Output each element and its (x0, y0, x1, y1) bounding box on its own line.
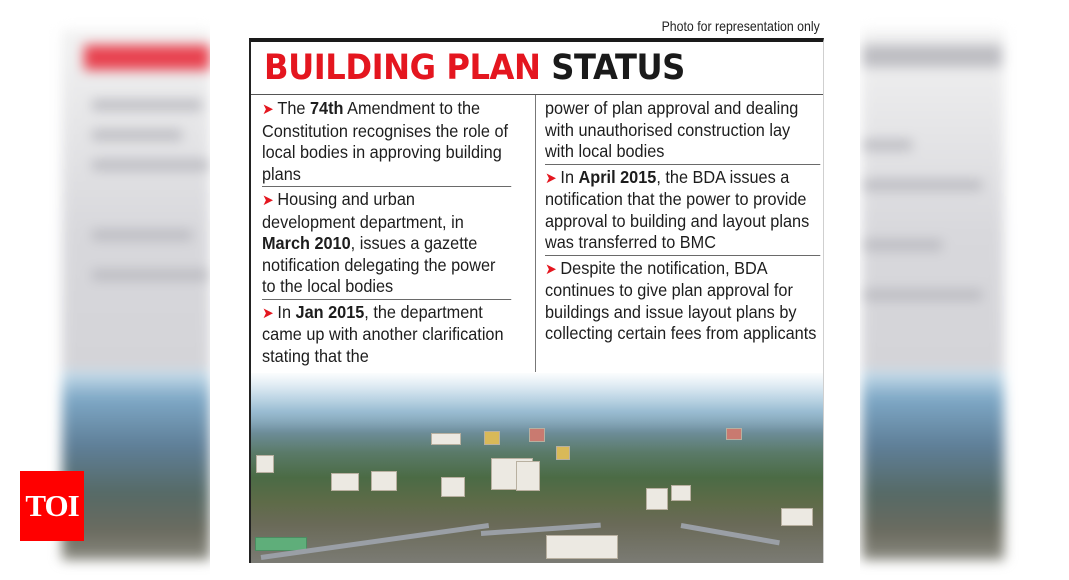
city-aerial-photo (251, 373, 823, 563)
item-text: In (560, 166, 579, 187)
blurred-background-right (862, 30, 1004, 562)
left-column (262, 98, 511, 370)
item-text: In (277, 301, 296, 322)
toi-logo: TOI (20, 471, 84, 541)
right-column (545, 98, 820, 348)
item-text: Housing and urban development department, in (262, 189, 464, 232)
item-text: power of plan approval and dealing with unauthorised construction lay with local bodies (545, 98, 799, 161)
item-text: , issues a gazette notification delegating the power to the local bodies (262, 233, 496, 296)
item-bold-text: 74th (309, 98, 344, 118)
red-arrow-bullet-icon: ➤ (262, 304, 274, 322)
title-red-part: BUILDING PLAN (264, 48, 541, 88)
photo-credit: Photo for representation only (661, 18, 820, 34)
list-item-continuation (545, 98, 820, 165)
red-arrow-bullet-icon: ➤ (262, 101, 274, 118)
title-divider (251, 94, 823, 95)
item-bold-text: March 2010 (262, 233, 351, 253)
item-bold-text: April 2015 (578, 166, 657, 187)
item-text: , the department came up with another clarification stating that the (262, 301, 504, 366)
title-black-part: STATUS (551, 48, 685, 88)
infographic-title (264, 46, 685, 90)
item-text: Despite the notification, BDA continues to give plan approval for buildings and issue layout plans by collecting certain fees from applicants (545, 257, 817, 343)
red-arrow-bullet-icon: ➤ (262, 192, 274, 209)
item-text: The (277, 98, 310, 118)
list-item (262, 189, 511, 300)
column-divider (535, 95, 536, 372)
list-item (262, 98, 511, 187)
red-arrow-bullet-icon: ➤ (545, 260, 557, 278)
blurred-background-left (62, 30, 210, 562)
building-plan-panel (249, 38, 824, 563)
red-arrow-bullet-icon: ➤ (545, 169, 557, 187)
list-item (545, 258, 820, 346)
infographic (210, 0, 860, 580)
list-item (262, 302, 511, 369)
item-text: Amendment to the Constitution recognises the role of local bodies in approving building plans (262, 98, 509, 184)
item-bold-text: Jan 2015 (295, 301, 365, 322)
item-text: , the BDA issues a notification that the power to provide approval to building and layout plans was transferred to BMC (545, 166, 810, 252)
list-item (545, 167, 820, 256)
